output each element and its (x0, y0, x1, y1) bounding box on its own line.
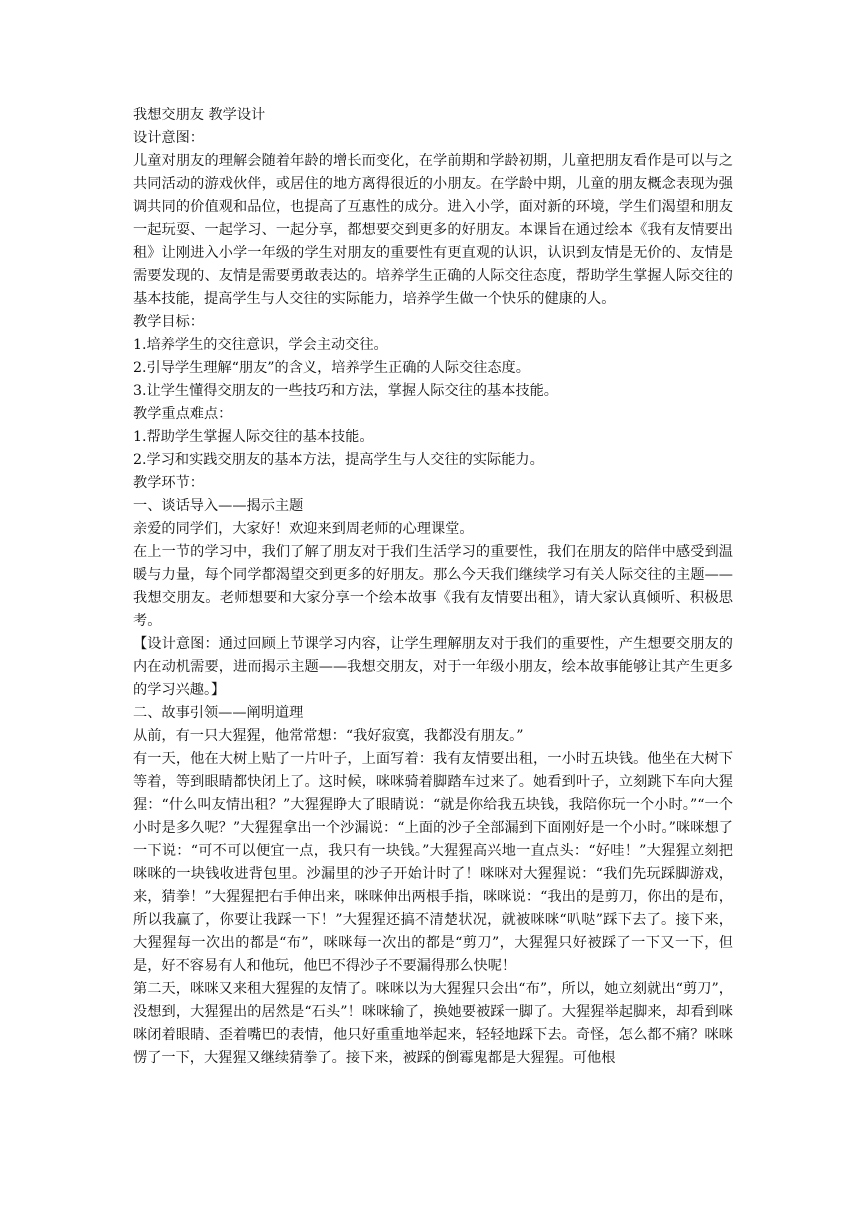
document-page (133, 104, 733, 1070)
story-paragraph: 从前，有一只大猩猩，他常常想：“我好寂寞，我都没有朋友。” (133, 728, 524, 744)
section-1-paragraph: 在上一节的学习中，我们了解了朋友对于我们生活学习的重要性，我们在朋友的陪伴中感受到温暖与力量，每个同学都渴望交到更多的好朋友。那么今天我们继续学习有关人际交往的主题——我想交朋友。老师想要和大家分享一个绘本故事《我有友情要出租》，请大家认真倾听、积极思考。 (133, 544, 733, 629)
section-1-design-note: 【设计意图：通过回顾上节课学习内容，让学生理解朋友对于我们的重要性，产生想要交朋友的内在动机需要，进而揭示主题——我想交朋友，对于一年级小朋友，绘本故事能够让其产生更多的学习兴趣。】 (133, 636, 733, 698)
intent-paragraph: 儿童对朋友的理解会随着年龄的增长而变化，在学前期和学龄初期，儿童把朋友看作是可以与之共同活动的游戏伙伴，或居住的地方离得很近的小朋友。在学龄中期，儿童的朋友概念表现为强调共同的价值观和品位，也提高了互惠性的成分。进入小学，面对新的环境，学生们渴望和朋友一起玩耍、一起学习、一起分享，都想要交到更多的好朋友。本课旨在通过绘本《我有友情要出租》让刚进入小学一年级的学生对朋友的重要性有更直观的认识，认识到友情是无价的、友情是需要发现的、友情是需要勇敢表达的。培养学生正确的人际交往态度，帮助学生掌握人际交往的基本技能，提高学生与人交往的实际能力，培养学生做一个快乐的健康的人。 (133, 153, 733, 307)
goal-item: 1.培养学生的交往意识，学会主动交往。 (133, 337, 388, 353)
key-point-item: 1.帮助学生掌握人际交往的基本技能。 (133, 429, 374, 445)
goal-item: 2.引导学生理解“朋友”的含义，培养学生正确的人际交往态度。 (133, 360, 530, 376)
section-1-greeting: 亲爱的同学们，大家好！欢迎来到周老师的心理课堂。 (133, 521, 474, 537)
story-paragraph: 第二天，咪咪又来租大猩猩的友情了。咪咪以为大猩猩只会出“布”，所以，她立刻就出“剪刀”，没想到，大猩猩出的居然是“石头”！咪咪输了，换她要被踩一脚了。大猩猩举起脚来，却看到咪咪闭着眼睛、歪着嘴巴的表情，他只好重重地举起来，轻轻地踩下去。奇怪，怎么都不痛？咪咪愣了一下，大猩猩又继续猜拳了。接下来，被踩的倒霉鬼都是大猩猩。可他根 (133, 981, 733, 1066)
goals-heading: 教学目标： (133, 314, 204, 330)
document-title: 我想交朋友 教学设计 (133, 107, 266, 123)
story-paragraph: 有一天，他在大树上贴了一片叶子，上面写着：我有友情要出租，一小时五块钱。他坐在大树下等着，等到眼睛都快闭上了。这时候，咪咪骑着脚踏车过来了。她看到叶子，立刻跳下车向大猩猩：“什么叫友情出租？”大猩猩睁大了眼睛说：“就是你给我五块钱，我陪你玩一个小时。”“一个小时是多久呢？”大猩猩拿出一个沙漏说：“上面的沙子全部漏到下面刚好是一个小时。”咪咪想了一下说：“可不可以便宜一点，我只有一块钱。”大猩猩高兴地一直点头：“好哇！”大猩猩立刻把咪咪的一块钱收进背包里。沙漏里的沙子开始计时了！咪咪对大猩猩说：“我们先玩踩脚游戏，来，猜拳！”大猩猩把右手伸出来，咪咪伸出两根手指，咪咪说：“我出的是剪刀，你出的是布，所以我赢了，你要让我踩一下！”大猩猩还搞不清楚状况，就被咪咪“叭哒”踩下去了。接下来，大猩猩每一次出的都是“布”，咪咪每一次出的都是“剪刀”，大猩猩只好被踩了一下又一下，但是，好不容易有人和他玩，他巴不得沙子不要漏得那么快呢！ (133, 751, 733, 974)
intent-heading: 设计意图： (133, 130, 204, 146)
section-2-heading: 二、故事引领——阐明道理 (133, 705, 304, 721)
process-heading: 教学环节： (133, 475, 204, 491)
goal-item: 3.让学生懂得交朋友的一些技巧和方法，掌握人际交往的基本技能。 (133, 383, 558, 399)
key-point-item: 2.学习和实践交朋友的基本方法，提高学生与人交往的实际能力。 (133, 452, 544, 468)
key-points-heading: 教学重点难点： (133, 406, 233, 422)
section-1-heading: 一、谈话导入——揭示主题 (133, 498, 304, 514)
